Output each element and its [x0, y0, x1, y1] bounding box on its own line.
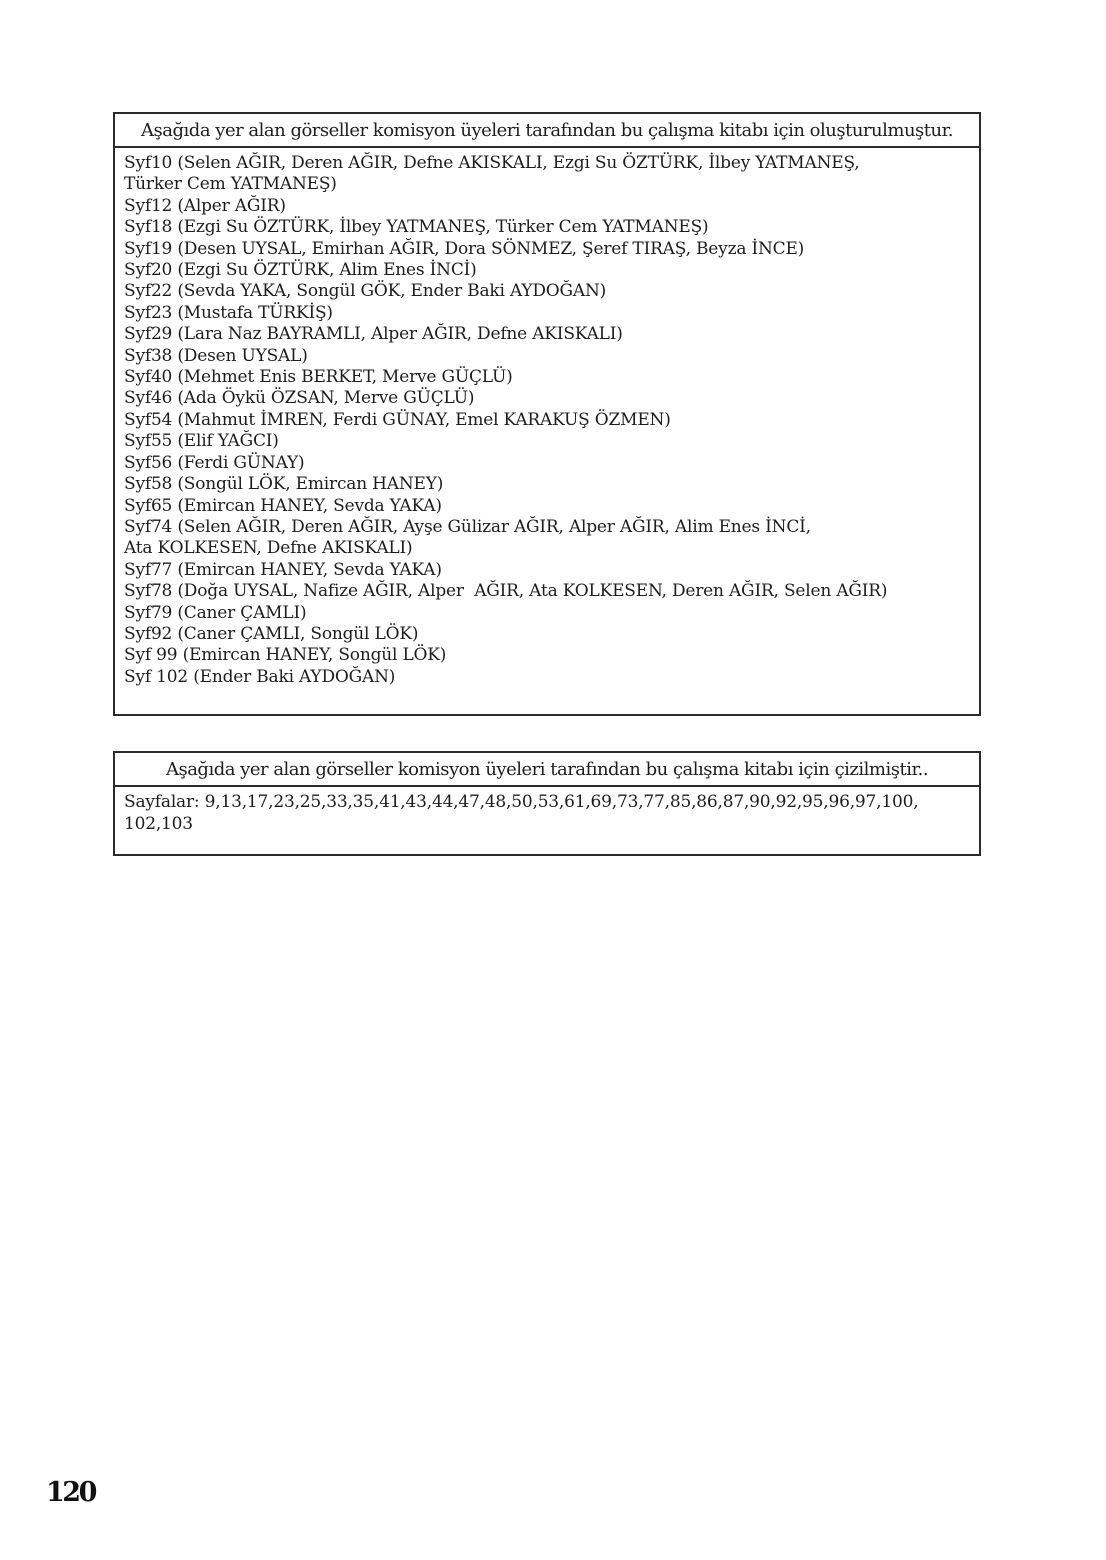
credit-line: Syf74 (Selen AĞIR, Deren AĞIR, Ayşe Gülizar AĞIR, Alper AĞIR, Alim Enes İNCİ, — [124, 516, 811, 537]
credit-line: 102,103 — [124, 813, 193, 834]
credit-line: Syf40 (Mehmet Enis BERKET, Merve GÜÇLÜ) — [124, 367, 513, 388]
credit-line: Ata KOLKESEN, Defne AKISKALI) — [124, 538, 413, 559]
credit-line: Sayfalar: 9,13,17,23,25,33,35,41,43,44,47,48,50,53,61,69,73,77,85,86,87,90,92,95,96,97,100, — [124, 792, 919, 812]
credit-line: Syf 102 (Ender Baki AYDOĞAN) — [124, 666, 396, 687]
credit-line: Syf46 (Ada Öykü ÖZSAN, Merve GÜÇLÜ) — [124, 388, 475, 409]
credit-line: Syf92 (Caner ÇAMLI, Songül LÖK) — [124, 623, 419, 644]
credit-line: Syf29 (Lara Naz BAYRAMLI, Alper AĞIR, Defne AKISKALI) — [124, 324, 623, 345]
credit-line: Syf79 (Caner ÇAMLI) — [124, 602, 307, 623]
credit-line: Syf54 (Mahmut İMREN, Ferdi GÜNAY, Emel KARAKUŞ ÖZMEN) — [124, 409, 671, 430]
credit-line: Syf20 (Ezgi Su ÖZTÜRK, Alim Enes İNCİ) — [124, 260, 477, 281]
credit-line: Syf56 (Ferdi GÜNAY) — [124, 452, 305, 473]
credit-line: Syf10 (Selen AĞIR, Deren AĞIR, Defne AKISKALI, Ezgi Su ÖZTÜRK, İlbey YATMANEŞ, — [124, 153, 860, 173]
credit-line: Syf38 (Desen UYSAL) — [124, 345, 308, 366]
credit-line: Syf12 (Alper AĞIR) — [124, 195, 286, 216]
credit-line: Syf65 (Emircan HANEY, Sevda YAKA) — [124, 495, 442, 516]
credit-line: Syf77 (Emircan HANEY, Sevda YAKA) — [124, 559, 442, 580]
credit-line: Syf18 (Ezgi Su ÖZTÜRK, İlbey YATMANEŞ, Türker Cem YATMANEŞ) — [124, 217, 709, 238]
credits-created-list — [115, 148, 979, 714]
credits-drawn-header: Aşağıda yer alan görseller komisyon üyeleri tarafından bu çalışma kitabı için çizilmiştir.. — [115, 753, 979, 787]
page-number: 120 — [46, 1477, 95, 1508]
credit-line: Syf23 (Mustafa TÜRKİŞ) — [124, 302, 333, 323]
credit-line: Syf 99 (Emircan HANEY, Songül LÖK) — [124, 645, 447, 666]
credit-line: Syf55 (Elif YAĞCI) — [124, 431, 279, 452]
credits-drawn-section — [113, 751, 981, 856]
credits-created-section — [113, 112, 981, 716]
credits-created-header: Aşağıda yer alan görseller komisyon üyeleri tarafından bu çalışma kitabı için oluşturulmuştur. — [115, 114, 979, 148]
credit-line: Syf22 (Sevda YAKA, Songül GÖK, Ender Baki AYDOĞAN) — [124, 281, 607, 302]
credit-line: Syf78 (Doğa UYSAL, Nafize AĞIR, Alper AĞIR, Ata KOLKESEN, Deren AĞIR, Selen AĞIR) — [124, 581, 888, 602]
credit-line: Syf19 (Desen UYSAL, Emirhan AĞIR, Dora SÖNMEZ, Şeref TIRAŞ, Beyza İNCE) — [124, 238, 805, 259]
credits-drawn-list — [115, 787, 979, 854]
credit-line: Türker Cem YATMANEŞ) — [124, 174, 337, 195]
credit-line: Syf58 (Songül LÖK, Emircan HANEY) — [124, 474, 444, 495]
